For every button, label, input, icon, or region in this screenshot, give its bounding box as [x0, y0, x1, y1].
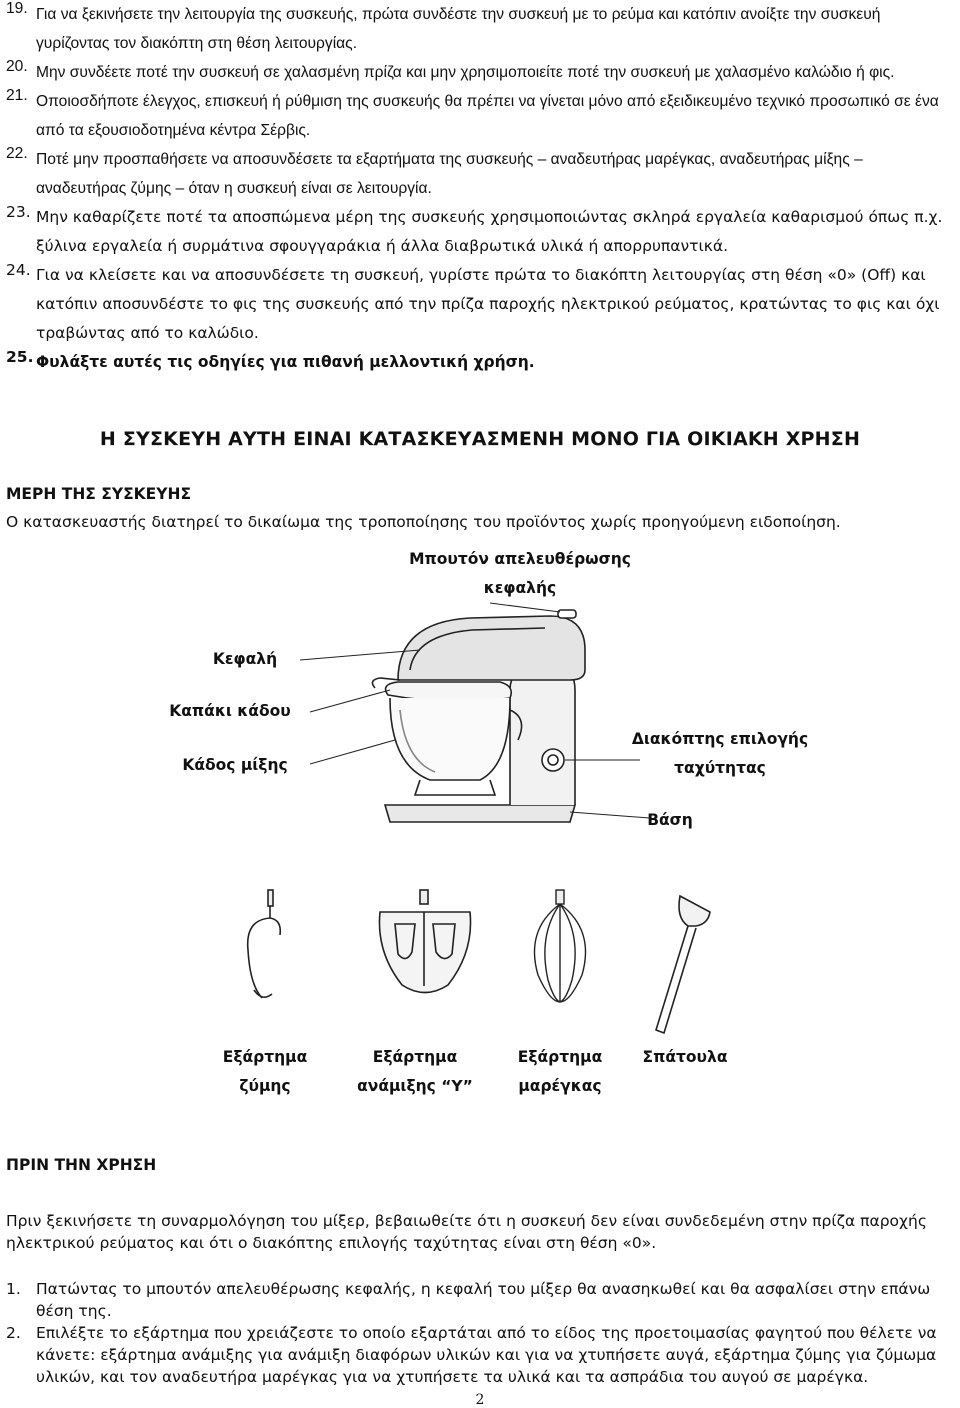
label-line: ανάμιξης “Y” — [357, 1077, 473, 1095]
step-number: 2. — [6, 1324, 21, 1342]
label-line: ζύμης — [239, 1077, 291, 1095]
label-head: Κεφαλή — [212, 650, 278, 668]
mixing-beater-illustration — [370, 890, 480, 1000]
label-line: Διακόπτης επιλογής — [631, 730, 809, 748]
label-base: Βάση — [647, 811, 693, 829]
accessory-label-mixing — [345, 1043, 485, 1101]
item-number: 23. — [6, 203, 31, 221]
item-text: Φυλάξτε αυτές τις οδηγίες για πιθανή μελλοντική χρήση. — [36, 353, 535, 371]
step-number: 1. — [6, 1280, 21, 1298]
parts-note: Ο κατασκευαστής διατηρεί το δικαίωμα της τροποποίησης του προϊόντος χωρίς προηγούμενη ειδοποίηση. — [6, 513, 841, 531]
accessory-label-dough — [205, 1043, 325, 1101]
whisk-illustration — [520, 890, 600, 1010]
step-item — [6, 1322, 956, 1388]
label-line: Εξάρτημα — [222, 1048, 308, 1066]
item-text: Ποτέ μην προσπαθήσετε να αποσυνδέσετε τα εξαρτήματα της συσκευής – αναδευτήρας μαρέγκας, αναδευτήρας μίξης – αναδευτήρας ζύμης – όταν η συσκευή είναι σε λειτουργία. — [36, 151, 863, 197]
item-number: 20. — [6, 58, 28, 75]
before-use-text: Πριν ξεκινήσετε τη συναρμολόγηση του μίξερ, βεβαιωθείτε ότι η συσκευή δεν είναι συνδεδεμένη στην πρίζα παροχής ηλεκτρικού ρεύματος και ότι ο διακόπτης επιλογής ταχύτητας είναι στη θέση «0». — [6, 1212, 927, 1252]
step-text: Πατώντας το μπουτόν απελευθέρωσης κεφαλής, η κεφαλή του μίξερ θα ανασηκωθεί και θα ασφαλίσει στην επάνω θέση της. — [36, 1280, 931, 1320]
label-line: Εξάρτημα — [372, 1048, 458, 1066]
parts-title: ΜΕΡΗ ΤΗΣ ΣΥΣΚΕΥΗΣ — [6, 485, 192, 503]
item-text: Για να κλείσετε και να αποσυνδέσετε τη συσκευή, γυρίστε πρώτα το διακόπτη λειτουργίας στη θέση «0» (Off) και κατόπιν αποσυνδέστε το φις της συσκευής από την πρίζα παροχής ηλεκτρικού ρεύματος, κρατώντας το φις και όχι τραβώντας από το καλώδιο. — [36, 266, 940, 342]
item-text: Οποιοσδήποτε έλεγχος, επισκευή ή ρύθμιση της συσκευής θα πρέπει να γίνεται μόνο από εξειδικευμένο τεχνικό προσωπικό σε ένα από τα εξουσιοδοτημένα κέντρα Σέρβις. — [36, 93, 939, 139]
item-number: 24. — [6, 261, 31, 279]
spatula-illustration — [640, 890, 720, 1040]
item-text: Μην συνδέετε ποτέ την συσκευή σε χαλασμένη πρίζα και μην χρησιμοποιείτε ποτέ την συσκευή με χαλασμένο καλώδιο ή φις. — [36, 64, 895, 81]
item-number: 21. — [6, 87, 28, 104]
label-mixing-bowl: Κάδος μίξης — [182, 756, 288, 774]
label-line: Σπάτουλα — [642, 1048, 728, 1066]
page-number: 2 — [475, 1392, 485, 1408]
label-bowl-lid: Καπάκι κάδου — [169, 702, 291, 720]
accessory-label-spatula — [630, 1043, 740, 1072]
label-line: κεφαλής — [483, 579, 557, 597]
before-use-title: ΠΡΙΝ ΤΗΝ ΧΡΗΣΗ — [6, 1156, 157, 1174]
label-line: Εξάρτημα — [517, 1048, 603, 1066]
accessory-label-whisk — [495, 1043, 625, 1101]
page-heading: Η ΣΥΣΚΕΥΗ ΑΥΤΗ ΕΙΝΑΙ ΚΑΤΑΣΚΕΥΑΣΜΕΝΗ ΜΟΝΟ ΓΙΑ ΟΙΚΙΑΚΗ ΧΡΗΣΗ — [99, 428, 861, 450]
steps-list — [6, 1278, 956, 1388]
step-item — [6, 1278, 956, 1322]
dough-hook-illustration — [240, 890, 300, 1010]
label-line: Μπουτόν απελευθέρωσης — [409, 550, 631, 568]
item-text: Μην καθαρίζετε ποτέ τα αποσπώμενα μέρη της συσκευής χρησιμοποιώντας σκληρά εργαλεία καθαρισμού όπως π.χ. ξύλινα εργαλεία ή συρμάτινα σφουγγαράκια ή άλλα διαβρωτικά υλικά ή απορρυπαντικά. — [36, 208, 943, 255]
item-text: Για να ξεκινήσετε την λειτουργία της συσκευής, πρώτα συνδέστε την συσκευή με το ρεύμα και κατόπιν ανοίξτε την συσκευή γυρίζοντας τον διακόπτη στη θέση λειτουργίας. — [36, 6, 881, 52]
label-line: ταχύτητας — [674, 759, 766, 777]
step-text: Επιλέξτε το εξάρτημα που χρειάζεστε το οποίο εξαρτάται από το είδος της προετοιμασίας φαγητού που θέλετε να κάνετε: εξάρτημα ανάμιξης για ανάμιξη διαφόρων υλικών και για να χτυπήσετε αυγά, εξάρτημα ζύμης για ζύμωμα υλικών, και τον αναδευτήρα μαρέγκας για να χτυπήσετε τα υλικά και τα ασπράδια του αυγού σε μαρέγκα. — [36, 1324, 937, 1386]
label-line: μαρέγκας — [518, 1077, 602, 1095]
item-number: 25. — [6, 348, 34, 366]
item-number: 19. — [6, 0, 28, 17]
item-number: 22. — [6, 145, 28, 162]
